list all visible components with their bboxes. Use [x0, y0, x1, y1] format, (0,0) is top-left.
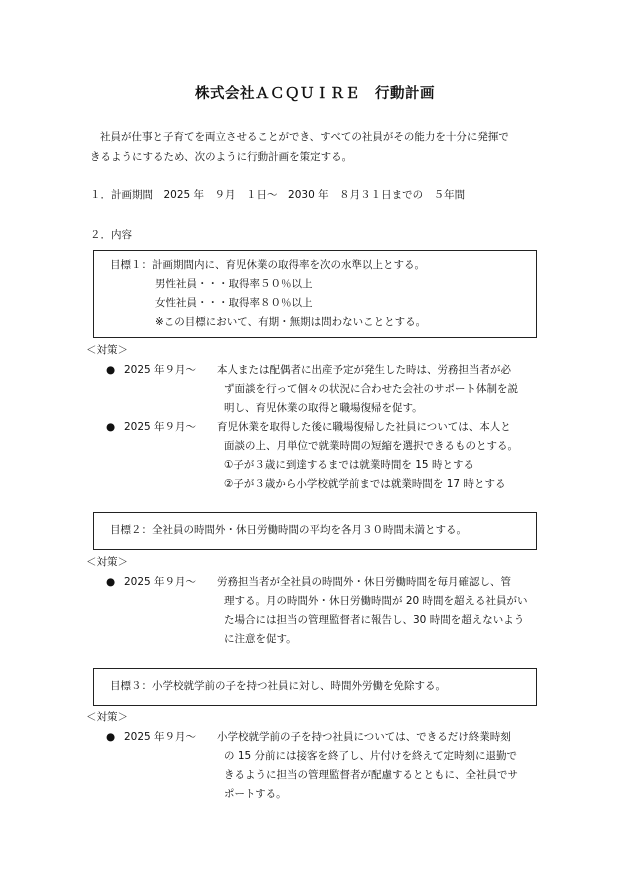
measure-line: 育児休業を取得した後に職場復帰した社員については、本人と: [217, 421, 511, 433]
goal-1-male-rate: 男性社員・・・取得率５０％以上: [155, 278, 313, 290]
measures-label-1: ＜対策＞: [86, 344, 128, 356]
measure-line: 明し、育児休業の取得と職場復帰を促す。: [224, 402, 423, 414]
measure-line: ポートする。: [224, 788, 287, 800]
measure-line: 理する。月の時間外・休日労働時間が 20 時間を超える社員がい: [224, 595, 528, 607]
measure-line: に注意を促す。: [224, 633, 297, 645]
measure-line: 小学校就学前の子を持つ社員については、できるだけ終業時刻: [217, 731, 511, 743]
bullet: ●: [106, 421, 116, 433]
measure-date: 2025 年９月～: [124, 731, 197, 743]
goal-2-text: 目標２：全社員の時間外・休日労働時間の平均を各月３０時間未満とする。: [110, 524, 467, 536]
document-title: 株式会社ＡＣＱＵＩＲＥ 行動計画: [195, 86, 435, 102]
measure-line: 本人または配偶者に出産予定が発生した時は、労務担当者が必: [217, 364, 511, 376]
goal-1-note: ※この目標において、有期・無期は問わないこととする。: [155, 316, 427, 328]
bullet: ●: [106, 731, 116, 743]
content-heading: ２．内容: [90, 229, 132, 241]
intro-line-2: きるようにするため、次のように行動計画を策定する。: [90, 151, 353, 163]
goal-1-female-rate: 女性社員・・・取得率８０％以上: [155, 297, 313, 309]
goal-1-text: 目標１：計画期間内に、育児休業の取得率を次の水準以上とする。: [110, 259, 425, 271]
measure-line: ②子が３歳から小学校就学前までは就業時間を 17 時とする: [224, 478, 506, 490]
measure-line: た場合には担当の管理監督者に報告し、30 時間を超えないよう: [224, 614, 525, 626]
intro-line-1: 社員が仕事と子育てを両立させることができ、すべての社員がその能力を十分に発揮で: [100, 131, 509, 143]
measures-label-3: ＜対策＞: [86, 711, 128, 723]
measure-line: ず面談を行って個々の状況に合わせた会社のサポート体制を説: [224, 383, 518, 395]
measure-date: 2025 年９月～: [124, 364, 197, 376]
plan-period: １．計画期間 2025 年 ９月 １日～ 2030 年 ８月３１日までの ５年間: [90, 189, 466, 201]
measure-line: 労務担当者が全社員の時間外・休日労働時間を毎月確認し、管: [217, 576, 511, 588]
goal-3-text: 目標３：小学校就学前の子を持つ社員に対し、時間外労働を免除する。: [110, 680, 446, 692]
measures-label-2: ＜対策＞: [86, 556, 128, 568]
measure-line: 面談の上、月単位で就業時間の短縮を選択できるものとする。: [224, 440, 518, 452]
measure-line: ①子が３歳に到達するまでは就業時間を 15 時とする: [224, 459, 474, 471]
measure-date: 2025 年９月～: [124, 421, 197, 433]
bullet: ●: [106, 364, 116, 376]
measure-line: の 15 分前には接客を終了し、片付けを終えて定時刻に退勤で: [224, 750, 518, 762]
bullet: ●: [106, 576, 116, 588]
measure-date: 2025 年９月～: [124, 576, 197, 588]
measure-line: きるように担当の管理監督者が配慮するとともに、全社員でサ: [224, 769, 518, 781]
